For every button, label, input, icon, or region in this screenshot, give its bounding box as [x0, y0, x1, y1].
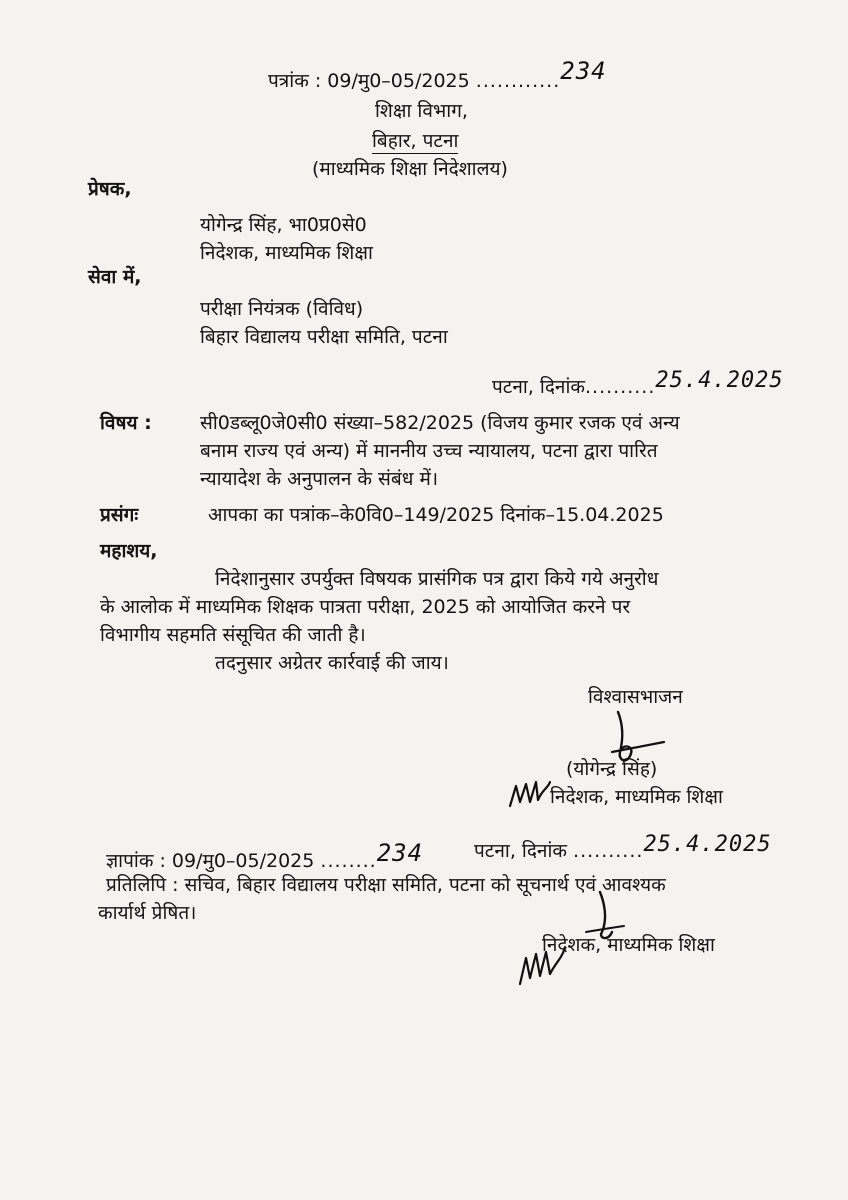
letter-number — [268, 57, 607, 94]
sender-designation: निदेशक, माध्यमिक शिक्षा — [200, 242, 373, 264]
letter-date — [492, 368, 784, 400]
sender-name: योगेन्द्र सिंह, भा0प्र0से0 — [200, 214, 367, 236]
memo-number-dots: ........ — [320, 850, 377, 872]
signature-initials-1 — [506, 776, 554, 812]
department-name: शिक्षा विभाग, — [375, 100, 468, 122]
sender-label: प्रेषक, — [88, 178, 132, 200]
signer-designation: निदेशक, माध्यमिक शिक्षा — [550, 786, 723, 808]
memo-number-handwritten: 234 — [376, 839, 424, 867]
body-line-1: निदेशानुसार उपर्युक्त विषयक प्रासंगिक पत्र द्वारा किये गये अनुरोध — [215, 568, 659, 590]
body-line-3: विभागीय सहमति संसूचित की जाती है। — [100, 624, 366, 646]
recipient-label: सेवा में, — [88, 266, 142, 288]
date-handwritten: 25.4.2025 — [655, 368, 784, 393]
letter-number-dots: ............ — [475, 70, 561, 92]
memo-date — [474, 832, 772, 864]
body-line-2: के आलोक में माध्यमिक शिक्षक पात्रता परीक्षा, 2025 को आयोजित करने पर — [100, 596, 631, 618]
date-dots: .......... — [584, 376, 656, 398]
city-name: बिहार, पटना — [372, 130, 459, 152]
copy-line-1: प्रतिलिपि : सचिव, बिहार विद्यालय परीक्षा समिति, पटना को सूचनार्थ एवं आवश्यक — [106, 874, 666, 896]
signer-name: (योगेन्द्र सिंह) — [566, 758, 658, 780]
memo-date-handwritten: 25.4.2025 — [643, 832, 772, 857]
reference-label: प्रसंगः — [100, 504, 139, 526]
directorate-name: (माध्यमिक शिक्षा निदेशालय) — [312, 158, 508, 180]
memo-number — [106, 839, 424, 874]
subject-line-2: बनाम राज्य एवं अन्य) में माननीय उच्च न्यायालय, पटना द्वारा पारित — [200, 440, 658, 462]
subject-line-3: न्यायादेश के अनुपालन के संबंध में। — [200, 468, 439, 490]
salutation: महाशय, — [100, 540, 158, 562]
copy-line-2: कार्यार्थ प्रेषित। — [98, 902, 197, 924]
date-label: पटना, दिनांक — [492, 376, 585, 398]
body-action: तदनुसार अग्रेतर कार्रवाई की जाय। — [215, 652, 449, 674]
complimentary-close: विश्वासभाजन — [588, 686, 683, 708]
memo-date-dots: .......... — [573, 840, 644, 862]
memo-designation: निदेशक, माध्यमिक शिक्षा — [542, 934, 715, 956]
subject-line-1: सी0डब्लू0जे0सी0 संख्या–582/2025 (विजय कुमार रजक एवं अन्य — [200, 412, 680, 434]
subject-label: विषय : — [100, 412, 152, 434]
letter-number-label: पत्रांक : 09/मु0–05/2025 — [268, 70, 470, 92]
recipient-title: परीक्षा नियंत्रक (विविध) — [200, 298, 364, 320]
memo-date-label: पटना, दिनांक — [474, 840, 567, 862]
recipient-org: बिहार विद्यालय परीक्षा समिति, पटना — [200, 326, 448, 348]
memo-number-label: ज्ञापांक : 09/मु0–05/2025 — [106, 850, 315, 872]
letter-number-handwritten: 234 — [560, 57, 607, 85]
reference-text: आपका का पत्रांक–के0वि0–149/2025 दिनांक–15.04.2025 — [208, 504, 664, 526]
